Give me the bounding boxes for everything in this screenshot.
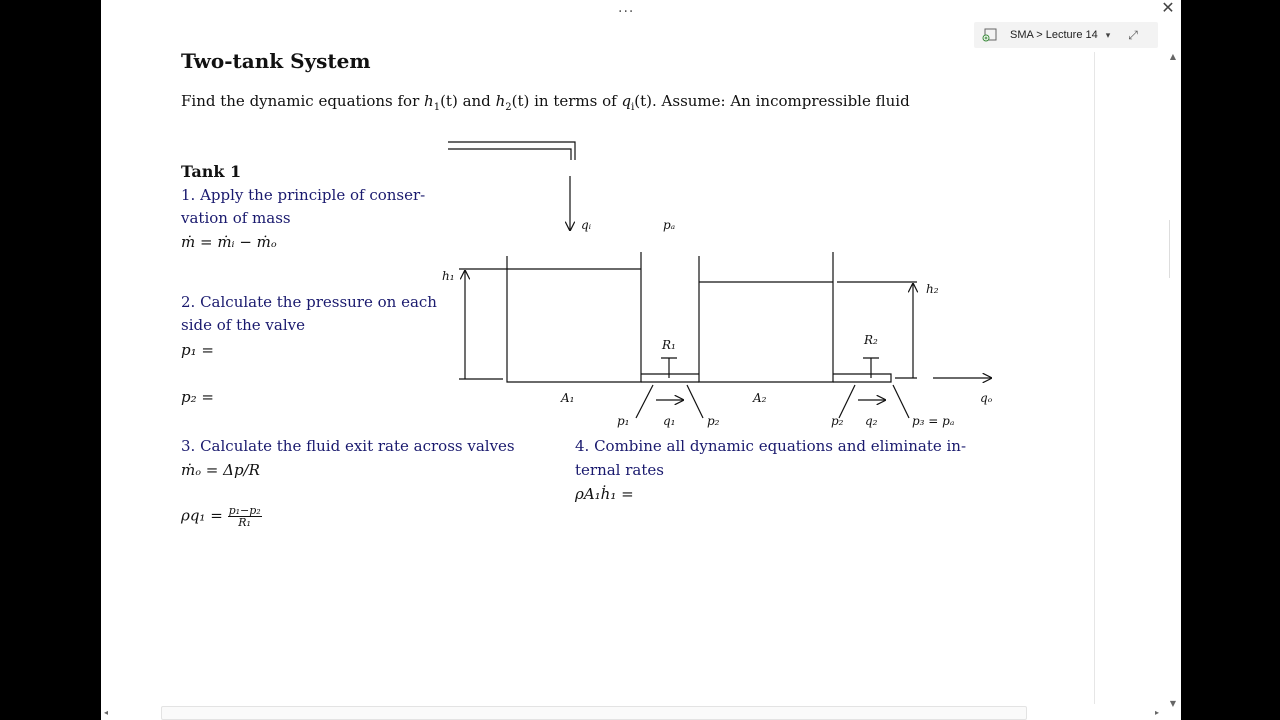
intro-h2-sub: 2 <box>505 102 512 113</box>
chevron-down-icon[interactable]: ▾ <box>1105 29 1111 40</box>
outlet-pipe <box>833 374 891 382</box>
valve-r1 <box>661 358 677 378</box>
label-p1: p₁ <box>617 414 630 428</box>
label-r2: R₂ <box>864 333 878 347</box>
rho-q1-equation[interactable] <box>181 505 262 528</box>
label-qo: qₒ <box>980 391 993 405</box>
intro-text <box>181 92 910 113</box>
two-tank-diagram <box>431 138 1001 438</box>
rho-q1-lhs: ρq₁ = <box>181 506 223 525</box>
p3-leader <box>893 385 909 418</box>
horizontal-scrollbar[interactable] <box>161 706 1027 720</box>
notebook-icon <box>982 28 998 42</box>
tank1-heading: Tank 1 <box>181 162 242 181</box>
intro-part: (t) <box>440 92 458 110</box>
close-icon[interactable]: ✕ <box>1161 0 1175 17</box>
step2-text-line2: side of the valve <box>181 316 305 334</box>
page-divider <box>1094 52 1095 704</box>
tank2-walls <box>699 252 833 382</box>
label-a1: A₁ <box>561 391 575 405</box>
intro-part: and <box>457 92 496 110</box>
p1-equation[interactable]: p₁ = <box>181 341 214 359</box>
intro-part: . Assume: An incompressible fluid <box>652 92 910 110</box>
inflow-pipe <box>448 142 575 160</box>
exit-rate-equation: ṁₒ = Δp/R <box>181 461 260 479</box>
fraction-numerator: p₁−p₂ <box>228 504 261 517</box>
tank1-walls <box>507 252 641 382</box>
scroll-up-icon[interactable]: ▲ <box>1169 52 1177 61</box>
scroll-left-icon[interactable]: ◂ <box>104 708 109 717</box>
step1-text-line1: 1. Apply the principle of conser- <box>181 186 426 204</box>
connecting-pipe <box>641 374 699 382</box>
onenote-page-canvas <box>101 0 1181 720</box>
inflow-pipe-inner <box>448 149 571 160</box>
intro-q: q <box>621 92 632 110</box>
intro-h2: h <box>495 92 506 110</box>
vertical-scrollbar[interactable] <box>1167 52 1179 708</box>
valve-r2 <box>863 358 879 378</box>
scroll-right-icon[interactable]: ▸ <box>1155 708 1160 717</box>
scroll-down-icon[interactable]: ▼ <box>1169 699 1177 708</box>
step3-text: 3. Calculate the fluid exit rate across valves <box>181 437 515 455</box>
intro-part: (t) <box>634 92 652 110</box>
intro-h1-sub: 1 <box>433 102 441 113</box>
label-qi: qᵢ <box>581 218 592 232</box>
intro-part: (t) <box>511 92 530 110</box>
page-title: Two-tank System <box>181 49 371 73</box>
more-options-button[interactable]: ... <box>618 0 635 16</box>
notebook-breadcrumb[interactable] <box>974 22 1158 48</box>
step4-text-line2: ternal rates <box>575 461 664 479</box>
mass-balance-equation: ṁ = ṁᵢ − ṁₒ <box>181 233 277 251</box>
intro-part: Find the dynamic equations for <box>181 92 425 110</box>
notebook-path-label: SMA > Lecture 14 <box>1010 29 1098 41</box>
rho-q1-fraction <box>228 505 262 528</box>
p1-leader <box>636 385 653 418</box>
p2-leader <box>687 385 703 418</box>
step1-text-line2: vation of mass <box>181 209 291 227</box>
scroll-thumb[interactable] <box>1169 220 1170 278</box>
intro-h1: h <box>424 92 434 110</box>
label-q2: q₂ <box>865 414 878 428</box>
label-r1: R₁ <box>662 338 676 352</box>
label-a2: A₂ <box>753 391 767 405</box>
label-p2b: p₂ <box>831 414 844 428</box>
label-h2: h₂ <box>926 282 939 296</box>
step2-text-line1: 2. Calculate the pressure on each <box>181 293 437 311</box>
expand-icon[interactable]: ⤢ <box>1128 27 1138 42</box>
fraction-denominator: R₁ <box>238 516 251 529</box>
step4-text-line1: 4. Combine all dynamic equations and eliminate in- <box>575 437 967 455</box>
label-pa: pₐ <box>663 218 676 232</box>
p2-equation[interactable]: p₂ = <box>181 388 214 406</box>
label-p2: p₂ <box>707 414 720 428</box>
label-h1: h₁ <box>442 269 455 283</box>
combined-equation[interactable]: ρA₁ḣ₁ = <box>575 485 634 503</box>
intro-q-sub: i <box>631 102 635 113</box>
intro-part: in terms of <box>529 92 622 110</box>
label-p3: p₃ = pₐ <box>912 414 955 428</box>
label-q1: q₁ <box>663 414 676 428</box>
